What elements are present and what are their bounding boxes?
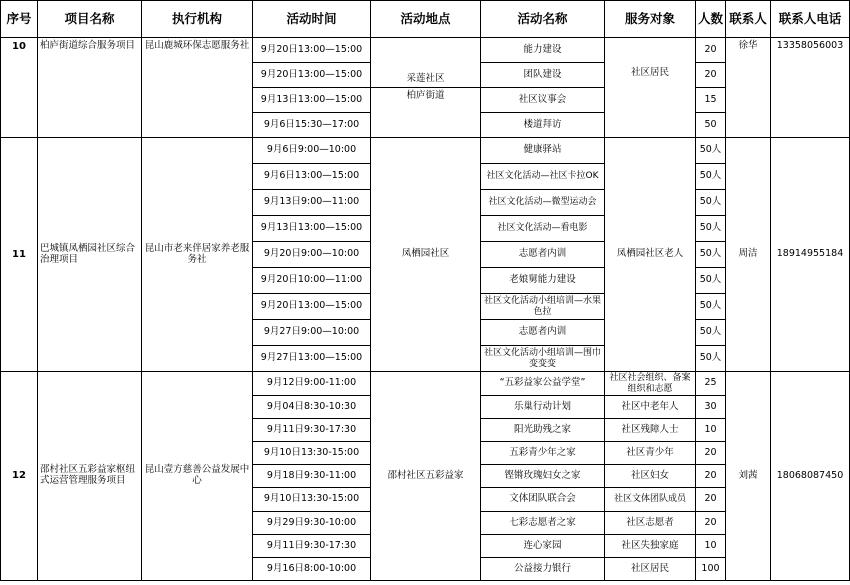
service-target: 社区居民 xyxy=(605,558,696,581)
project-name: 柏庐街道综合服务项目 xyxy=(38,38,142,138)
participant-count: 50人 xyxy=(696,242,726,268)
participant-count: 50人 xyxy=(696,346,726,372)
executing-org: 昆山壹方慈善公益发展中心 xyxy=(142,372,253,581)
participant-count: 50人 xyxy=(696,294,726,320)
activity-time: 9月13日9:00—11:00 xyxy=(253,190,371,216)
activity-name: 社区文化活动—社区卡拉OK xyxy=(481,164,605,190)
activity-time: 9月13日13:00—15:00 xyxy=(253,216,371,242)
activity-name: 社区文化活动小组培训—围巾变变变 xyxy=(481,346,605,372)
activity-location: 邵村社区五彩益家 xyxy=(371,372,481,581)
activity-time: 9月13日13:00—15:00 xyxy=(253,88,371,113)
activity-name: 公益接力银行 xyxy=(481,558,605,581)
activity-name: 楼道拜访 xyxy=(481,113,605,138)
participant-count: 50人 xyxy=(696,164,726,190)
activity-name: “五彩益家公益学堂” xyxy=(481,372,605,396)
header-time: 活动时间 xyxy=(253,1,371,38)
activity-location: 凤栖园社区 xyxy=(371,138,481,372)
activity-time: 9月20日13:00—15:00 xyxy=(253,63,371,88)
activity-time: 9月27日13:00—15:00 xyxy=(253,346,371,372)
activity-name: 社区文化活动—微型运动会 xyxy=(481,190,605,216)
activity-location: 柏庐街道 xyxy=(371,88,481,138)
activity-name: 社区议事会 xyxy=(481,88,605,113)
participant-count: 50人 xyxy=(696,268,726,294)
activity-name: 老娘舅能力建设 xyxy=(481,268,605,294)
header-phone: 联系人电话 xyxy=(771,1,850,38)
contact-person: 周洁 xyxy=(726,138,771,372)
activity-name: 能力建设 xyxy=(481,38,605,63)
activity-time: 9月6日13:00—15:00 xyxy=(253,164,371,190)
activity-time: 9月16日8:00-10:00 xyxy=(253,558,371,581)
activity-name: 乐巢行动计划 xyxy=(481,396,605,419)
activity-name: 七彩志愿者之家 xyxy=(481,512,605,535)
participant-count: 50人 xyxy=(696,320,726,346)
project-name: 邵村社区五彩益家枢纽式运营管理服务项目 xyxy=(38,372,142,581)
activity-name: 社区文化活动—看电影 xyxy=(481,216,605,242)
service-target: 社区中老年人 xyxy=(605,396,696,419)
participant-count: 30 xyxy=(696,396,726,419)
activity-name: 文体团队联合会 xyxy=(481,488,605,512)
participant-count: 20 xyxy=(696,465,726,488)
header-row xyxy=(1,1,850,38)
activity-time: 9月6日9:00—10:00 xyxy=(253,138,371,164)
activity-time: 9月20日13:00—15:00 xyxy=(253,294,371,320)
activity-time: 9月6日15:30—17:00 xyxy=(253,113,371,138)
activity-name: 连心家园 xyxy=(481,535,605,558)
activity-name: 铿锵玫瑰妇女之家 xyxy=(481,465,605,488)
participant-count: 20 xyxy=(696,38,726,63)
header-count: 人数 xyxy=(696,1,726,38)
service-target: 社区失独家庭 xyxy=(605,535,696,558)
activity-name: 健康驿站 xyxy=(481,138,605,164)
participant-count: 10 xyxy=(696,535,726,558)
activity-time: 9月20日13:00—15:00 xyxy=(253,38,371,63)
row-no: 11 xyxy=(1,138,38,372)
header-activity: 活动名称 xyxy=(481,1,605,38)
contact-person: 刘茜 xyxy=(726,372,771,581)
header-contact: 联系人 xyxy=(726,1,771,38)
activity-name: 社区文化活动小组培训—水果色拉 xyxy=(481,294,605,320)
participant-count: 100 xyxy=(696,558,726,581)
activity-time: 9月29日9:30-10:00 xyxy=(253,512,371,535)
header-no: 序号 xyxy=(1,1,38,38)
header-location: 活动地点 xyxy=(371,1,481,38)
project-name: 巴城镇凤栖园社区综合治理项目 xyxy=(38,138,142,372)
header-project: 项目名称 xyxy=(38,1,142,38)
executing-org: 昆山市老来伴居家养老服务社 xyxy=(142,138,253,372)
contact-phone: 18068087450 xyxy=(771,372,850,581)
participant-count: 50人 xyxy=(696,216,726,242)
activity-name: 五彩青少年之家 xyxy=(481,442,605,465)
service-target: 社区残障人士 xyxy=(605,419,696,442)
header-org: 执行机构 xyxy=(142,1,253,38)
activity-time: 9月04日8:30-10:30 xyxy=(253,396,371,419)
service-target: 社区居民 xyxy=(605,38,696,138)
service-target: 社区志愿者 xyxy=(605,512,696,535)
activity-time: 9月20日9:00—10:00 xyxy=(253,242,371,268)
service-target: 社区文体团队成员 xyxy=(605,488,696,512)
row-no: 10 xyxy=(1,38,38,138)
contact-phone: 13358056003 xyxy=(771,38,850,138)
participant-count: 15 xyxy=(696,88,726,113)
participant-count: 50人 xyxy=(696,190,726,216)
header-target: 服务对象 xyxy=(605,1,696,38)
activity-time: 9月18日9:30-11:00 xyxy=(253,465,371,488)
participant-count: 50 xyxy=(696,113,726,138)
activity-time: 9月10日13:30-15:00 xyxy=(253,488,371,512)
contact-phone: 18914955184 xyxy=(771,138,850,372)
contact-person: 徐华 xyxy=(726,38,771,138)
executing-org: 昆山鹿城环保志愿服务社 xyxy=(142,38,253,138)
table-row xyxy=(1,138,850,164)
table-row xyxy=(1,38,850,63)
row-no: 12 xyxy=(1,372,38,581)
activity-time: 9月27日9:00—10:00 xyxy=(253,320,371,346)
activity-time: 9月11日9:30-17:30 xyxy=(253,535,371,558)
service-target: 社区妇女 xyxy=(605,465,696,488)
activity-location: 采莲社区 xyxy=(371,38,481,88)
participant-count: 20 xyxy=(696,63,726,88)
activity-time: 9月11日9:30-17:30 xyxy=(253,419,371,442)
activity-time: 9月10日13:30-15:00 xyxy=(253,442,371,465)
participant-count: 20 xyxy=(696,512,726,535)
activity-name: 团队建设 xyxy=(481,63,605,88)
activity-name: 志愿者内训 xyxy=(481,320,605,346)
activity-name: 志愿者内训 xyxy=(481,242,605,268)
service-target: 凤栖园社区老人 xyxy=(605,138,696,372)
activity-name: 阳光助残之家 xyxy=(481,419,605,442)
participant-count: 20 xyxy=(696,488,726,512)
participant-count: 20 xyxy=(696,442,726,465)
service-target: 社区青少年 xyxy=(605,442,696,465)
table-row xyxy=(1,372,850,396)
participant-count: 50人 xyxy=(696,138,726,164)
participant-count: 10 xyxy=(696,419,726,442)
activity-time: 9月12日9:00-11:00 xyxy=(253,372,371,396)
participant-count: 25 xyxy=(696,372,726,396)
service-target: 社区社会组织、备案组织和志愿 xyxy=(605,372,696,396)
activity-time: 9月20日10:00—11:00 xyxy=(253,268,371,294)
